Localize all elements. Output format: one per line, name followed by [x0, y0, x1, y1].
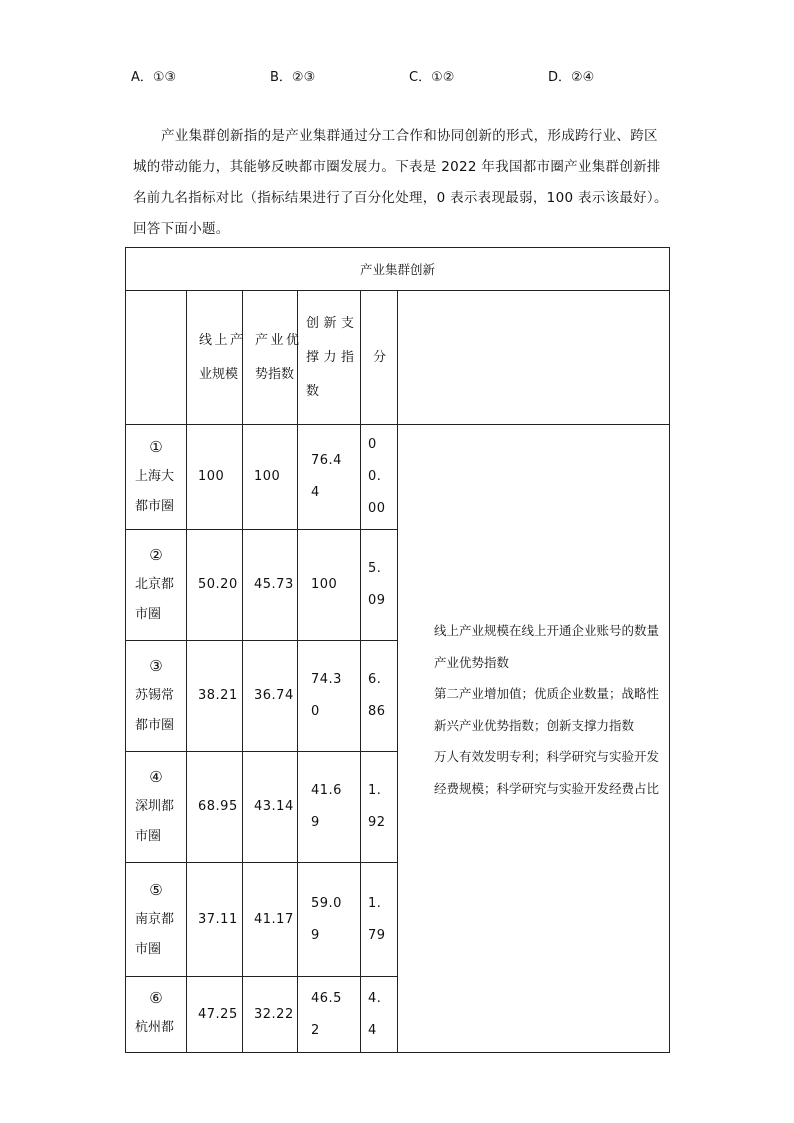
- table-row: ⑤ 南京都市圈 37.11 41.17 59.09 1.79: [126, 863, 670, 977]
- cell-value: 36.74: [254, 688, 294, 703]
- cell-value: 1.92: [368, 783, 386, 830]
- cell-value: 5.09: [368, 561, 386, 608]
- cell-value: 4.4: [368, 990, 382, 1038]
- table-row: ② 北京都市圈 50.20 45.73 100 5.09: [126, 530, 670, 641]
- table-row: ⑥ 杭州都 47.25 32.22 46.52 4.4: [126, 977, 670, 1053]
- answer-choices: [131, 66, 691, 86]
- choice-c[interactable]: C．①②: [409, 70, 455, 85]
- table-row: ④ 深圳都市圈 68.95 43.14 41.69 1.92: [126, 752, 670, 863]
- header-blank: [126, 291, 187, 425]
- cell-value: 74.30: [311, 672, 342, 719]
- choice-d[interactable]: D．②④: [548, 70, 595, 85]
- cell-value: 41.69: [311, 783, 342, 830]
- cell-value: 68.95: [198, 799, 238, 814]
- cell-value: 41.17: [254, 911, 294, 927]
- cell-value: 38.21: [198, 688, 238, 703]
- table-row: ① 上海大都市圈 100 100 76.44 00.00 线上产业规模在线上开通企业账号的数量 产业优势指数 第二产业增加值；优质企业数量；战略性新兴产业优势指数；创新支撑力指数 万人有效发明专利；科学研究与实验开发经费规模；科学研究与实验开发经费占比: [126, 425, 670, 530]
- cell-value: 43.14: [254, 799, 294, 814]
- cell-value: 100: [254, 469, 281, 484]
- cell-value: 6.86: [368, 672, 386, 719]
- cell-value: 50.20: [198, 577, 238, 592]
- cell-value: 47.25: [198, 1006, 238, 1022]
- intro-line-3: 名前九名指标对比（指标结果进行了百分化处理，0 表示表现最弱，100 表示该最好）。: [133, 190, 668, 206]
- cell-value: 100: [198, 469, 225, 484]
- intro-line-1: 产业集群创新指的是产业集群通过分工合作和协同创新的形式，形成跨行业、跨区: [161, 128, 658, 144]
- indicator-notes: 线上产业规模在线上开通企业账号的数量 产业优势指数 第二产业增加值；优质企业数量；战略性新兴产业优势指数；创新支撑力指数 万人有效发明专利；科学研究与实验开发经费规模；科学研究与实验开发经费占比: [398, 425, 670, 1053]
- cell-value: 100: [311, 577, 338, 592]
- choice-b[interactable]: B．②③: [270, 70, 316, 85]
- cell-value: 37.11: [198, 911, 238, 927]
- intro-line-4: 回答下面小题。: [133, 221, 230, 237]
- header-col-1: 线上产业规模: [187, 291, 243, 425]
- header-col-3: 创新支撑力指数: [298, 291, 361, 425]
- cell-value: 45.73: [254, 577, 294, 592]
- cluster-innovation-table: [125, 247, 670, 1053]
- cell-value: 00.00: [368, 437, 386, 516]
- intro-paragraph: [133, 121, 675, 245]
- cell-value: 32.22: [254, 1006, 294, 1022]
- header-col-2: 产业优势指数: [243, 291, 298, 425]
- intro-line-2: 城的带动能力，其能够反映都市圈发展力。下表是 2022 年我国都市圈产业集群创新排: [133, 159, 661, 175]
- choice-a[interactable]: A．①③: [131, 70, 177, 85]
- header-col-4: 分: [361, 291, 398, 425]
- header-notes: [398, 291, 670, 425]
- cell-value: 59.09: [311, 895, 342, 943]
- cell-value: 1.79: [368, 895, 386, 943]
- table-row: ③ 苏锡常都市圈 38.21 36.74 74.30 6.86: [126, 641, 670, 752]
- cell-value: 46.52: [311, 990, 342, 1038]
- table-title: 产业集群创新: [126, 248, 670, 291]
- cell-value: 76.44: [311, 453, 342, 500]
